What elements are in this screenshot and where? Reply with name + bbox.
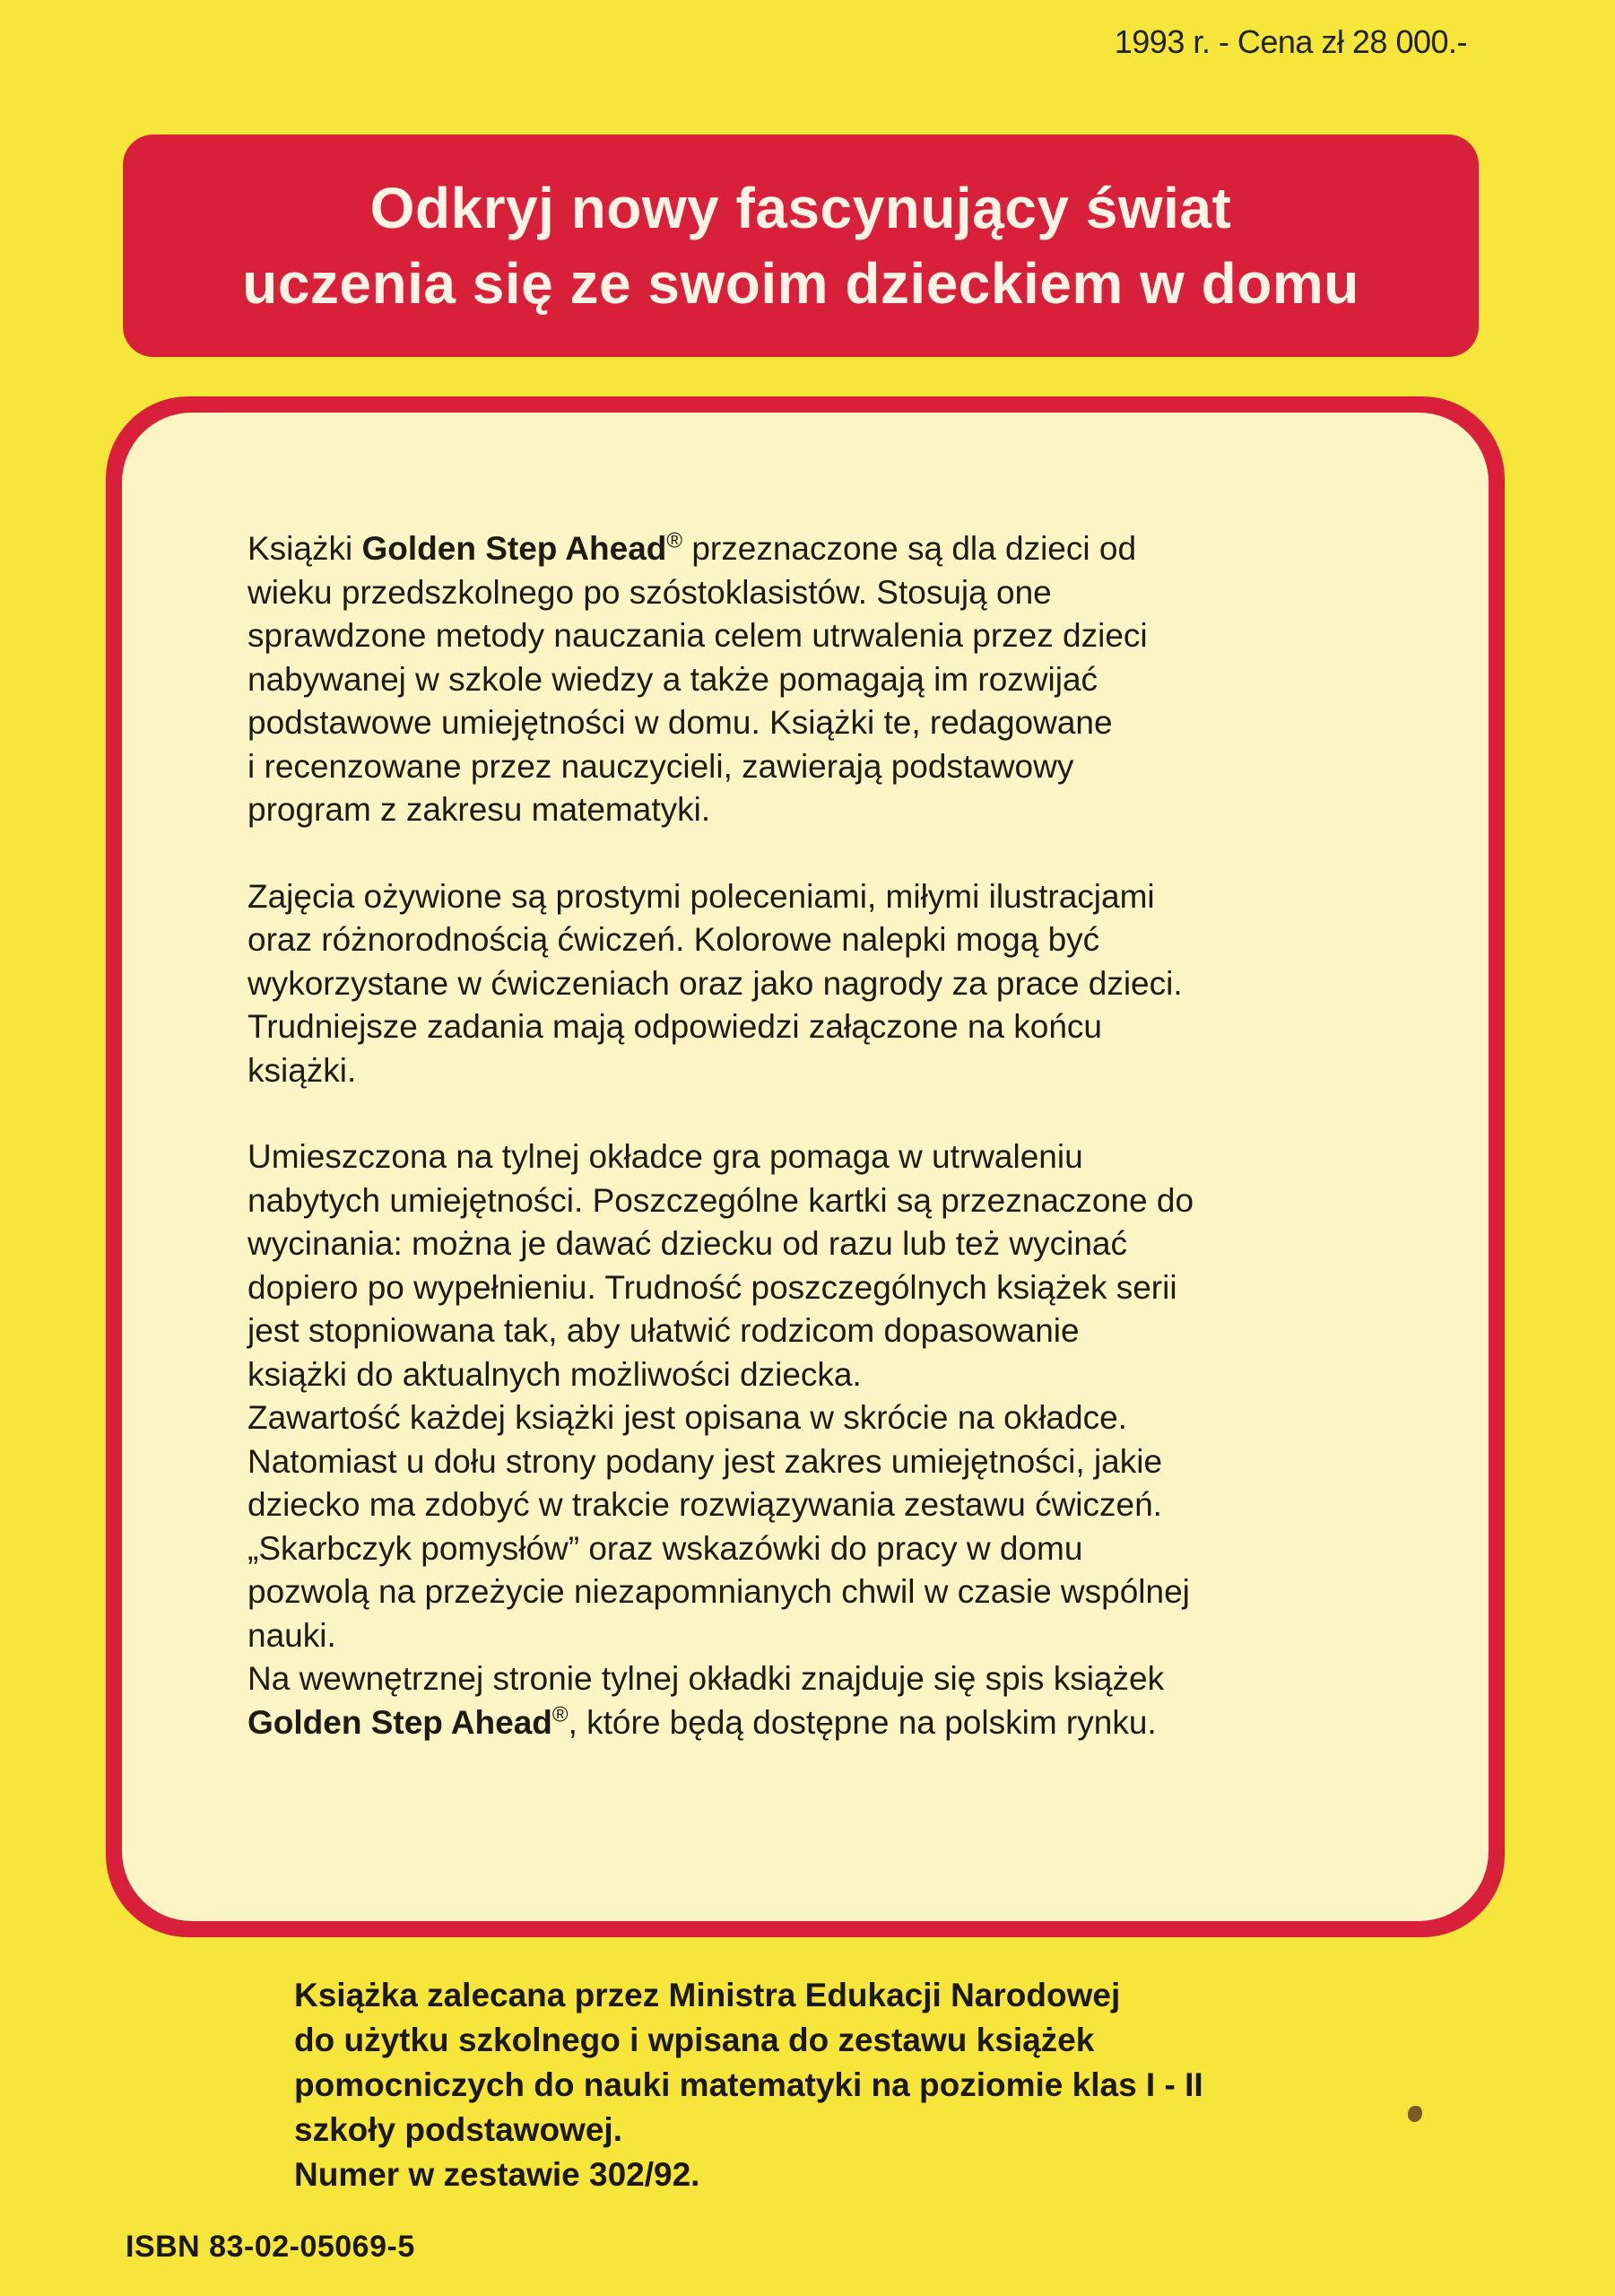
description-panel: [122, 413, 1489, 1921]
registered-mark-closing: ®: [551, 1702, 569, 1727]
headline-line-1: Odkryj nowy fascynujący świat: [369, 176, 1232, 240]
intro-text: przeznaczone są dla dzieci od wieku przedszkolnego po szóstoklasistów. Stosują one sprawdzone metody nauczania celem utrwalenia przez dzieci nabywanej w szkole wiedzy a także pomagają im rozwijać podstawowe umiejętności w domu. Książki te, redagowane i recenzowane przez nauczycieli, zawierają podstawowy program z zakresu matematyki.: [247, 530, 1148, 828]
intro-prefix: Książki: [247, 530, 362, 567]
registered-mark: ®: [666, 528, 683, 553]
brand-name-closing: Golden Step Ahead: [247, 1703, 552, 1741]
description-text: [247, 527, 1413, 1744]
headline-banner: [123, 135, 1479, 357]
paragraph-intro: [247, 527, 1413, 832]
closing-text: , które będą dostępne na polskim rynku.: [568, 1703, 1157, 1741]
price-line: 1993 r. - Cena zł 28 000.-: [1114, 23, 1467, 60]
paragraph-game: [247, 1135, 1413, 1744]
ministry-recommendation: Książka zalecana przez Ministra Edukacji Narodowej do użytku szkolnego i wpisana do zestawu książek pomocniczych do nauki matematyki na poziomie klas I - II szkoły podstawowej. Numer w zestawie 302/92.: [294, 1977, 1203, 2193]
paragraph-activities: Zajęcia ożywione są prostymi poleceniami, miłymi ilustracjami oraz różnorodnością ćwiczeń. Kolorowe nalepki mogą być wykorzystane w ćwiczeniach oraz jako nagrody za prace dzieci. Trudniejsze zadania mają odpowiedzi załączone na końcu książki.: [247, 877, 1183, 1089]
isbn-number: ISBN 83-02-05069-5: [126, 2230, 415, 2264]
brand-name: Golden Step Ahead: [361, 530, 667, 567]
headline-line-2: uczenia się ze swoim dzieckiem w domu: [242, 251, 1359, 316]
description-panel-frame: [106, 396, 1505, 1937]
game-text: Umieszczona na tylnej okładce gra pomaga w utrwaleniu nabytych umiejętności. Poszczególne kartki są przeznaczone do wycinania: można je dawać dziecku od razu lub też wycinać dopiero po wypełnieniu. Trudność poszczególnych książek serii jest stopniowana tak, aby ułatwić rodzicom dopasowanie książki do aktualnych możliwości dziecka. Zawartość każdej książki jest opisana w skrócie na okładce. Natomiast u dołu strony podany jest zakres umiejętności, jakie dziecko ma zdobyć w trakcie rozwiązywania zestawu ćwiczeń. „Skarbczyk pomysłów” oraz wskazówki do pracy w domu pozwolą na przeżycie niezapomnianych chwil w czasie wspólnej nauki. Na wewnętrznej stronie tylnej okładki znajduje się spis książek: [247, 1138, 1194, 1697]
